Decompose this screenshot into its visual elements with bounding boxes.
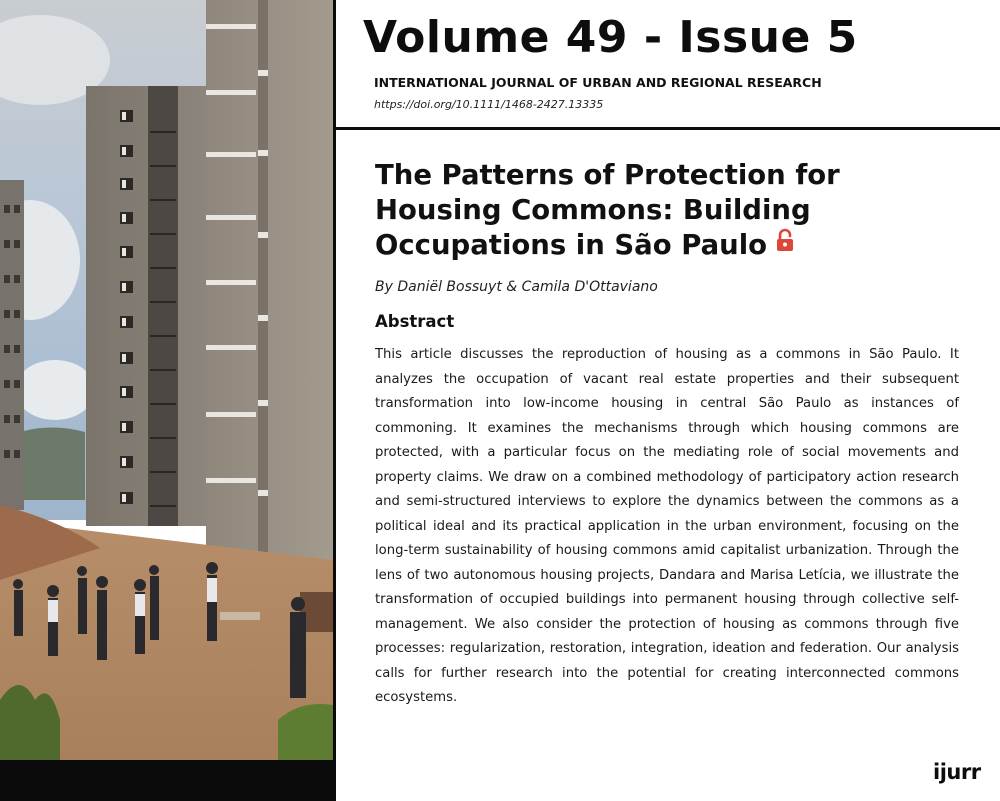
header-divider bbox=[336, 127, 1000, 130]
article-title bbox=[375, 158, 935, 264]
title-line: Housing Commons: Building bbox=[375, 194, 811, 226]
journal-name: INTERNATIONAL JOURNAL OF URBAN AND REGIONAL RESEARCH bbox=[374, 75, 822, 90]
title-line: The Patterns of Protection for bbox=[375, 159, 840, 191]
open-lock-icon bbox=[775, 226, 795, 261]
title-line-text: Occupations in São Paulo bbox=[375, 229, 768, 261]
title-line-last bbox=[375, 228, 935, 264]
abstract-heading: Abstract bbox=[375, 312, 455, 331]
article-authors: By Daniël Bossuyt & Camila D'Ottaviano bbox=[375, 279, 658, 295]
abstract-text: This article discusses the reproduction of housing as a commons in São Paulo. It analyzes the occupation of vacant real estate properties and their subsequent transformation into low-income housing in central São Paulo as instances of commoning. It examines the mechanisms through which housing commons are protected, with a particular focus on the mediating role of social movements and property claims. We draw on a combined methodology of participatory action research and semi-structured interviews to explore the dynamics between the commons as a political ideal and its practical application in the urban environment, focusing on the long-term sustainability of housing commons amid capitalist urbanization. Through the lens of two autonomous housing projects, Dandara and Marisa Letícia, we illustrate the transformation of occupied buildings into permanent housing through collective self-management. We also consider the protection of housing as commons through five processes: regularization, restoration, integration, ideation and federation. Our analysis calls for further research into the potential for creating interconnected commons ecosystems. bbox=[375, 347, 959, 705]
issue-header bbox=[336, 0, 1000, 129]
cover-photo bbox=[0, 0, 333, 760]
volume-issue-title: Volume 49 - Issue 5 bbox=[363, 12, 858, 63]
ijurr-logo: ijurr bbox=[933, 760, 981, 784]
doi-link[interactable]: https://doi.org/10.1111/1468-2427.13335 bbox=[374, 98, 604, 111]
photo-bottom-bar bbox=[0, 760, 335, 801]
